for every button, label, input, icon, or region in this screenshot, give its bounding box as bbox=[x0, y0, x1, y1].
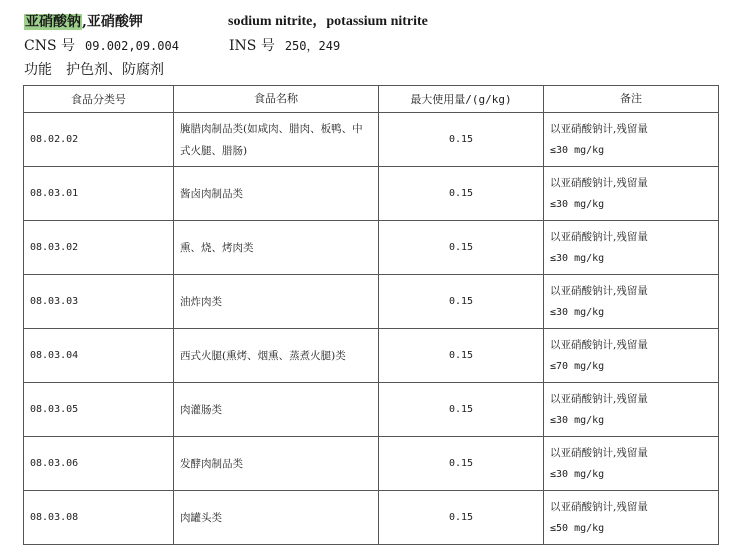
table-row bbox=[24, 167, 719, 221]
function-label: 功能 bbox=[24, 62, 52, 78]
cns-value: 09.002,09.004 bbox=[85, 39, 179, 53]
ins-code bbox=[229, 34, 340, 58]
codes-line bbox=[24, 34, 724, 58]
remark-cell bbox=[544, 221, 719, 275]
residue-limit: ≤50 mg/kg bbox=[550, 522, 605, 534]
table-row bbox=[24, 329, 719, 383]
remark-cell bbox=[544, 167, 719, 221]
category-code-cell: 08.03.03 bbox=[24, 275, 174, 329]
food-name-cell: 肉罐头类 bbox=[174, 491, 379, 545]
category-code-cell: 08.02.02 bbox=[24, 113, 174, 167]
category-code-cell: 08.03.08 bbox=[24, 491, 174, 545]
residue-limit: ≤30 mg/kg bbox=[550, 252, 605, 264]
remark-text: 以亚硝酸钠计,残留量 bbox=[550, 230, 648, 243]
function-value: 护色剂、防腐剂 bbox=[66, 62, 164, 78]
chinese-names bbox=[24, 10, 143, 34]
max-usage-cell: 0.15 bbox=[379, 221, 544, 275]
highlighted-name: 亚硝酸钠 bbox=[25, 14, 81, 30]
category-code-cell: 08.03.02 bbox=[24, 221, 174, 275]
remark-cell bbox=[544, 329, 719, 383]
table-row bbox=[24, 491, 719, 545]
document-header bbox=[24, 10, 724, 82]
remark-text: 以亚硝酸钠计,残留量 bbox=[550, 500, 648, 513]
remark-text: 以亚硝酸钠计,残留量 bbox=[550, 338, 648, 351]
food-name-cell: 西式火腿(熏烤、烟熏、蒸煮火腿)类 bbox=[174, 329, 379, 383]
food-name-cell: 熏、烧、烤肉类 bbox=[174, 221, 379, 275]
function-line bbox=[24, 58, 724, 82]
table-header-row bbox=[24, 86, 719, 113]
food-name-cell: 油炸肉类 bbox=[174, 275, 379, 329]
table-row bbox=[24, 383, 719, 437]
column-header-food-name: 食品名称 bbox=[174, 86, 379, 113]
remark-cell bbox=[544, 491, 719, 545]
max-usage-cell: 0.15 bbox=[379, 275, 544, 329]
english-names: sodium nitrite，potassium nitrite bbox=[228, 14, 428, 29]
cns-code bbox=[24, 34, 179, 58]
max-usage-cell: 0.15 bbox=[379, 329, 544, 383]
remark-cell bbox=[544, 437, 719, 491]
table-row bbox=[24, 275, 719, 329]
table-row bbox=[24, 113, 719, 167]
cns-label: CNS 号 bbox=[24, 38, 76, 54]
remark-text: 以亚硝酸钠计,残留量 bbox=[550, 446, 648, 459]
food-name-cell: 发酵肉制品类 bbox=[174, 437, 379, 491]
category-code-cell: 08.03.01 bbox=[24, 167, 174, 221]
food-name-cell: 酱卤肉制品类 bbox=[174, 167, 379, 221]
ins-value: 250，249 bbox=[284, 39, 341, 53]
residue-limit: ≤30 mg/kg bbox=[550, 414, 605, 426]
category-code-cell: 08.03.05 bbox=[24, 383, 174, 437]
remark-text: 以亚硝酸钠计,残留量 bbox=[550, 392, 648, 405]
category-code-cell: 08.03.06 bbox=[24, 437, 174, 491]
food-name-cell: 腌腊肉制品类(如咸肉、腊肉、板鸭、中式火腿、腊肠) bbox=[174, 113, 379, 167]
remark-text: 以亚硝酸钠计,残留量 bbox=[550, 176, 648, 189]
remark-cell bbox=[544, 113, 719, 167]
column-header-category-code: 食品分类号 bbox=[24, 86, 174, 113]
table-row bbox=[24, 221, 719, 275]
usage-table bbox=[23, 85, 719, 545]
other-chinese-name: ,亚硝酸钾 bbox=[82, 14, 143, 30]
max-usage-cell: 0.15 bbox=[379, 167, 544, 221]
remark-cell bbox=[544, 275, 719, 329]
category-code-cell: 08.03.04 bbox=[24, 329, 174, 383]
names-line bbox=[24, 10, 724, 34]
ins-label: INS 号 bbox=[229, 38, 275, 54]
remark-text: 以亚硝酸钠计,残留量 bbox=[550, 122, 648, 135]
column-header-remarks: 备注 bbox=[544, 86, 719, 113]
column-header-max-usage: 最大使用量/(g/kg) bbox=[379, 86, 544, 113]
remark-text: 以亚硝酸钠计,残留量 bbox=[550, 284, 648, 297]
residue-limit: ≤30 mg/kg bbox=[550, 468, 605, 480]
max-usage-cell: 0.15 bbox=[379, 383, 544, 437]
max-usage-cell: 0.15 bbox=[379, 437, 544, 491]
food-name-cell: 肉灌肠类 bbox=[174, 383, 379, 437]
max-usage-cell: 0.15 bbox=[379, 491, 544, 545]
residue-limit: ≤30 mg/kg bbox=[550, 306, 605, 318]
residue-limit: ≤70 mg/kg bbox=[550, 360, 605, 372]
remark-cell bbox=[544, 383, 719, 437]
function-info bbox=[24, 58, 164, 82]
residue-limit: ≤30 mg/kg bbox=[550, 144, 605, 156]
max-usage-cell: 0.15 bbox=[379, 113, 544, 167]
table-row bbox=[24, 437, 719, 491]
residue-limit: ≤30 mg/kg bbox=[550, 198, 605, 210]
